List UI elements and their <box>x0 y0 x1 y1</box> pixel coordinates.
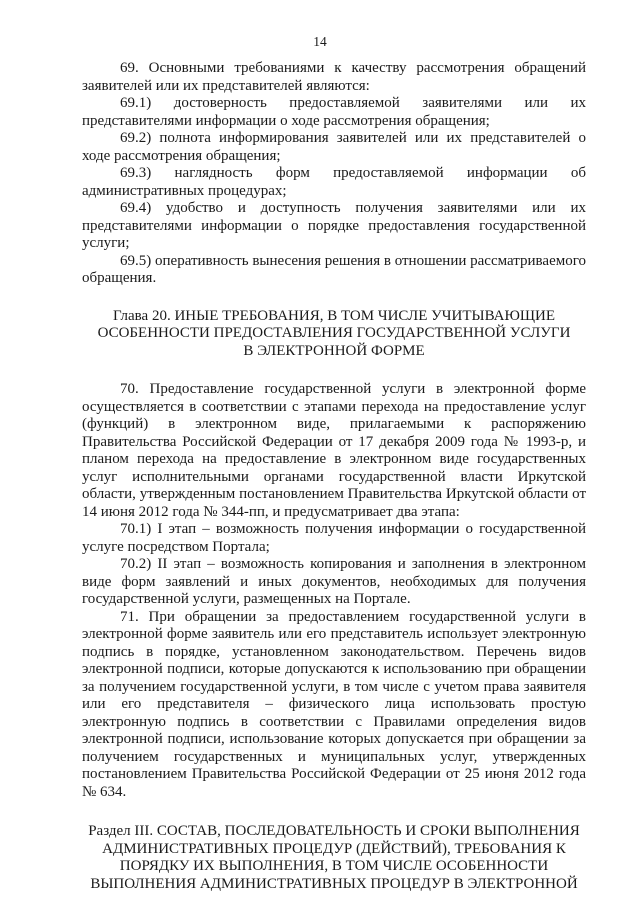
section-heading-line: ПОРЯДКУ ИХ ВЫПОЛНЕНИЯ, В ТОМ ЧИСЛЕ ОСОБЕННОСТИ <box>119 858 549 874</box>
paragraph-69-3: 69.3) наглядность форм предоставляемой информации об административных процедурах; <box>82 165 586 199</box>
paragraph-69: 69. Основными требованиями к качеству рассмотрения обращений заявителей или их представителей являются: <box>82 60 586 94</box>
document-body <box>82 60 586 893</box>
paragraph-69-5: 69.5) оперативность вынесения решения в отношении рассматриваемого обращения. <box>82 252 586 286</box>
paragraph-71: 71. При обращении за предоставлением государственной услуги в электронной форме заявитель или его представитель использует электронную подпись в порядке, установленном законодательством. Перечень видов электронной подписи, которые допускаются к использованию при обращении за получением государственной услуги, в том числе с учетом права заявителя или его представителя – физического лица использовать простую электронную подпись в соответствии с Правилами определения видов электронной подписи, использование которых допускается при обращении за получением государственных и муниципальных услуг, утвержденных постановлением Правительства Российской Федерации от 25 июня 2012 года № 634. <box>82 608 586 800</box>
paragraph-69-2: 69.2) полнота информирования заявителей или их представителей о ходе рассмотрения обращения; <box>82 130 586 164</box>
chapter-heading-line: ОСОБЕННОСТИ ПРЕДОСТАВЛЕНИЯ ГОСУДАРСТВЕННОЙ УСЛУГИ <box>97 325 571 341</box>
chapter-heading-line: Глава 20. ИНЫЕ ТРЕБОВАНИЯ, В ТОМ ЧИСЛЕ УЧИТЫВАЮЩИЕ <box>112 307 556 324</box>
paragraph-70-1: 70.1) I этап – возможность получения информации о государственной услуге посредством Портала; <box>82 521 586 555</box>
chapter-heading-line: В ЭЛЕКТРОННОЙ ФОРМЕ <box>243 342 425 359</box>
section-heading <box>82 823 586 893</box>
page-number: 14 <box>313 34 327 49</box>
paragraph-70: 70. Предоставление государственной услуги в электронной форме осуществляется в соответствии с этапами перехода на предоставление услуг (функций) в электронном виде, прилагаемыми к распоряжению Правительства Российской Федерации от 17 декабря 2009 года № 1993-р, и планом перехода на предоставление в электронном виде государственных услуг исполнительными органами государственной власти Иркутской области, утвержденным постановлением Правительства Иркутской области от 14 июня 2012 года № 344-пп, и предусматривает два этапа: <box>82 381 586 520</box>
chapter-heading <box>82 308 586 361</box>
paragraph-70-2: 70.2) II этап – возможность копирования и заполнения в электронном виде форм заявлений и иных документов, необходимых для получения государственной услуги, размещенных на Портале. <box>82 556 586 607</box>
section-heading-line: Раздел III. СОСТАВ, ПОСЛЕДОВАТЕЛЬНОСТЬ И СРОКИ ВЫПОЛНЕНИЯ <box>88 823 580 839</box>
paragraph-69-1: 69.1) достоверность предоставляемой заявителями или их представителями информации о ходе рассмотрения обращения; <box>82 95 586 129</box>
section-heading-line: ВЫПОЛНЕНИЯ АДМИНИСТРАТИВНЫХ ПРОЦЕДУР В ЭЛЕКТРОННОЙ <box>90 875 578 892</box>
section-heading-line: АДМИНИСТРАТИВНЫХ ПРОЦЕДУР (ДЕЙСТВИЙ), ТРЕБОВАНИЯ К <box>102 840 566 857</box>
paragraph-69-4: 69.4) удобство и доступность получения заявителями или их представителями информации о порядке предоставления государственной услуги; <box>82 200 586 251</box>
